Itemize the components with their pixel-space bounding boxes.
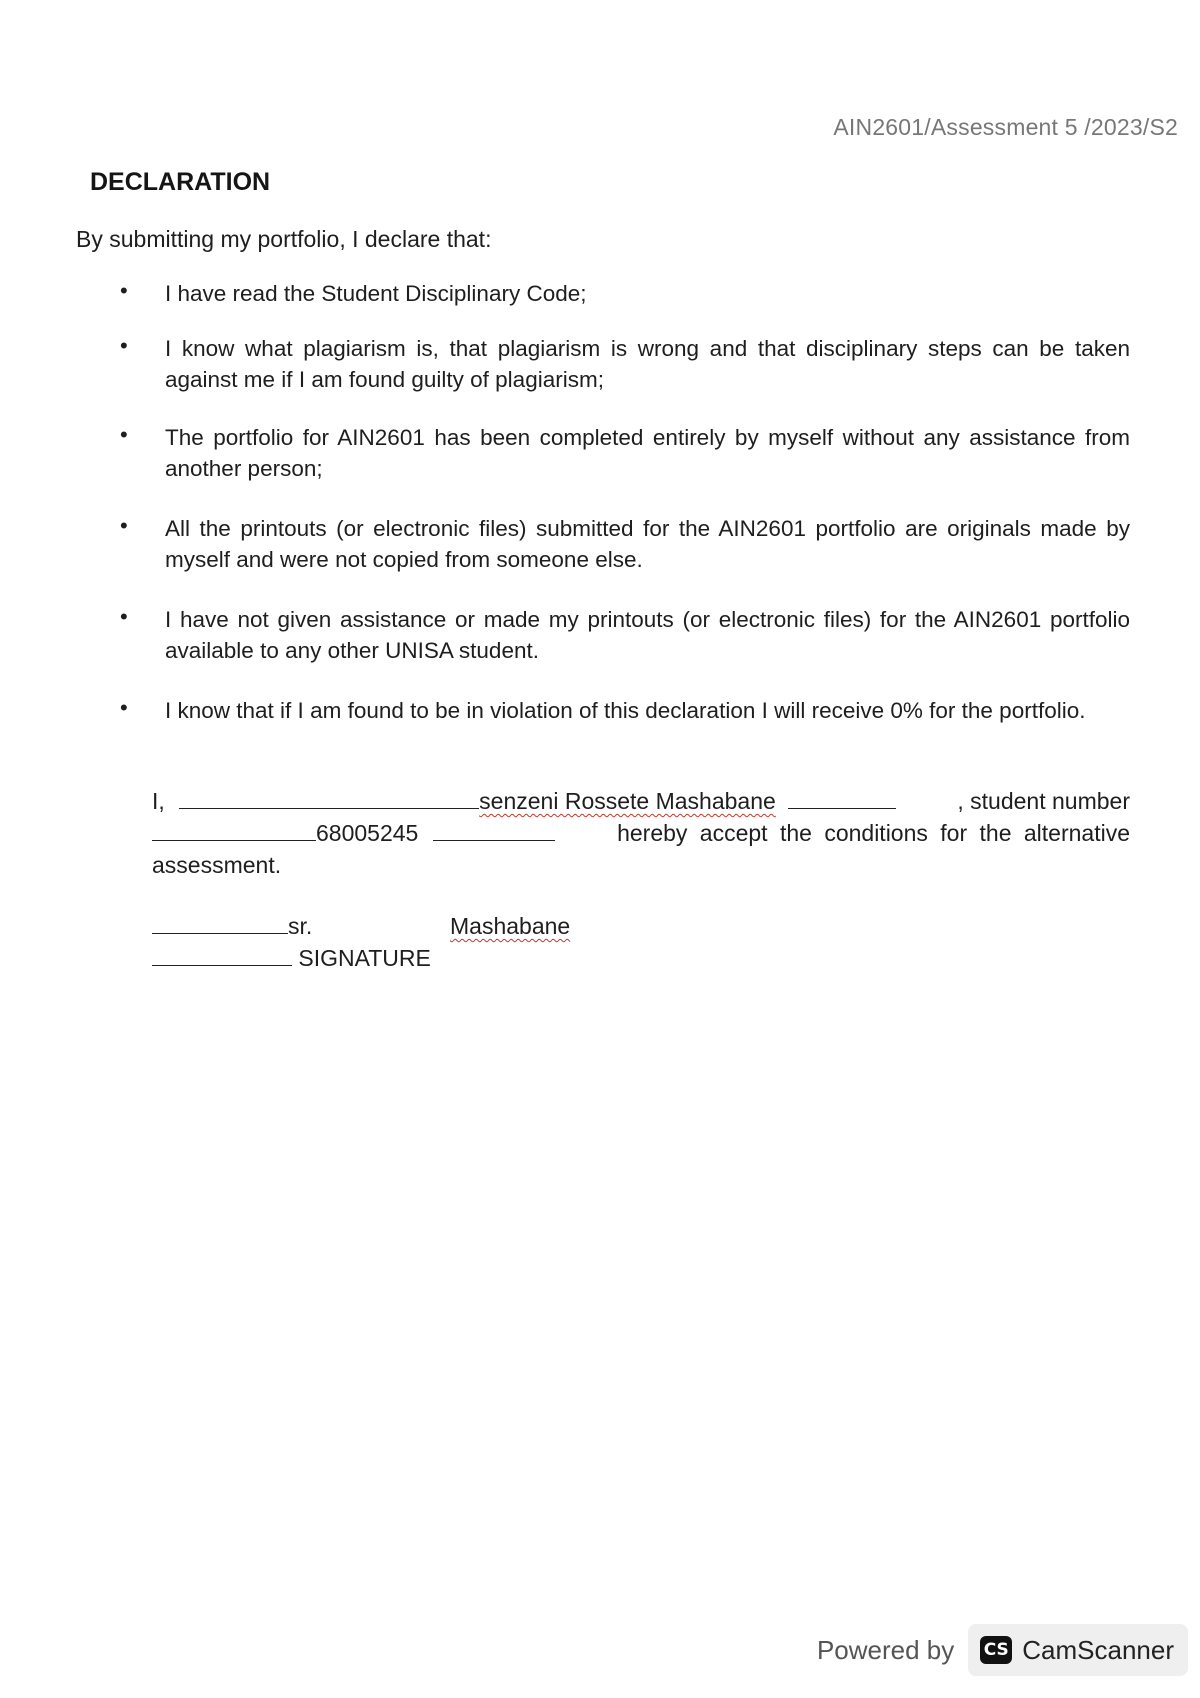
accept-text: hereby accept the conditions for the alternative bbox=[617, 820, 1130, 846]
camscanner-icon: CS bbox=[980, 1636, 1012, 1664]
document-reference: AIN2601/Assessment 5 /2023/S2 bbox=[833, 114, 1178, 140]
bullet-icon: • bbox=[120, 422, 128, 447]
signature-surname: Mashabane bbox=[450, 913, 571, 939]
blank-line bbox=[788, 786, 896, 809]
blank-line bbox=[152, 818, 316, 841]
signature-label: SIGNATURE bbox=[298, 945, 431, 971]
powered-by-text: Powered by bbox=[816, 1634, 955, 1665]
blank-line bbox=[433, 818, 555, 841]
camscanner-watermark bbox=[817, 1622, 1188, 1678]
bullet-icon: • bbox=[120, 604, 128, 629]
bullet-icon: • bbox=[120, 513, 128, 538]
student-number-label: , student number bbox=[957, 788, 1130, 814]
bullet-icon: • bbox=[120, 278, 128, 303]
list-item-text: All the printouts (or electronic files) submitted for the AIN2601 portfolio are originals made by myself and were not copied from someone else. bbox=[165, 516, 1130, 572]
list-item-text: I know that if I am found to be in violation of this declaration I will receive 0% for the portfolio. bbox=[165, 698, 1086, 723]
brand-name: CamScanner bbox=[1022, 1634, 1174, 1665]
student-number: 68005245 bbox=[316, 820, 419, 846]
signature-block bbox=[152, 910, 571, 974]
list-item-text: I have read the Student Disciplinary Code; bbox=[165, 281, 587, 306]
student-name: senzeni Rossete Mashabane bbox=[479, 788, 776, 814]
list-item-text: I know what plagiarism is, that plagiarism is wrong and that disciplinary steps can be taken against me if I am found guilty of plagiarism; bbox=[165, 336, 1130, 392]
intro-text: By submitting my portfolio, I declare that: bbox=[76, 226, 492, 252]
declaration-prefix: I, bbox=[152, 788, 165, 814]
declaration-tail: assessment. bbox=[152, 852, 282, 878]
list-item-text: The portfolio for AIN2601 has been completed entirely by myself without any assistance from another person; bbox=[165, 425, 1130, 481]
blank-line bbox=[179, 786, 479, 809]
bullet-icon: • bbox=[120, 695, 128, 720]
signature-initial: sr. bbox=[288, 913, 313, 939]
list-item-text: I have not given assistance or made my printouts (or electronic files) for the AIN2601 portfolio available to any other UNISA student. bbox=[165, 607, 1130, 663]
blank-line bbox=[152, 943, 292, 966]
declaration-statement bbox=[152, 785, 1130, 881]
page-title: DECLARATION bbox=[90, 168, 271, 196]
bullet-icon: • bbox=[120, 333, 128, 358]
camscanner-logo bbox=[968, 1624, 1188, 1676]
blank-line bbox=[152, 911, 288, 934]
